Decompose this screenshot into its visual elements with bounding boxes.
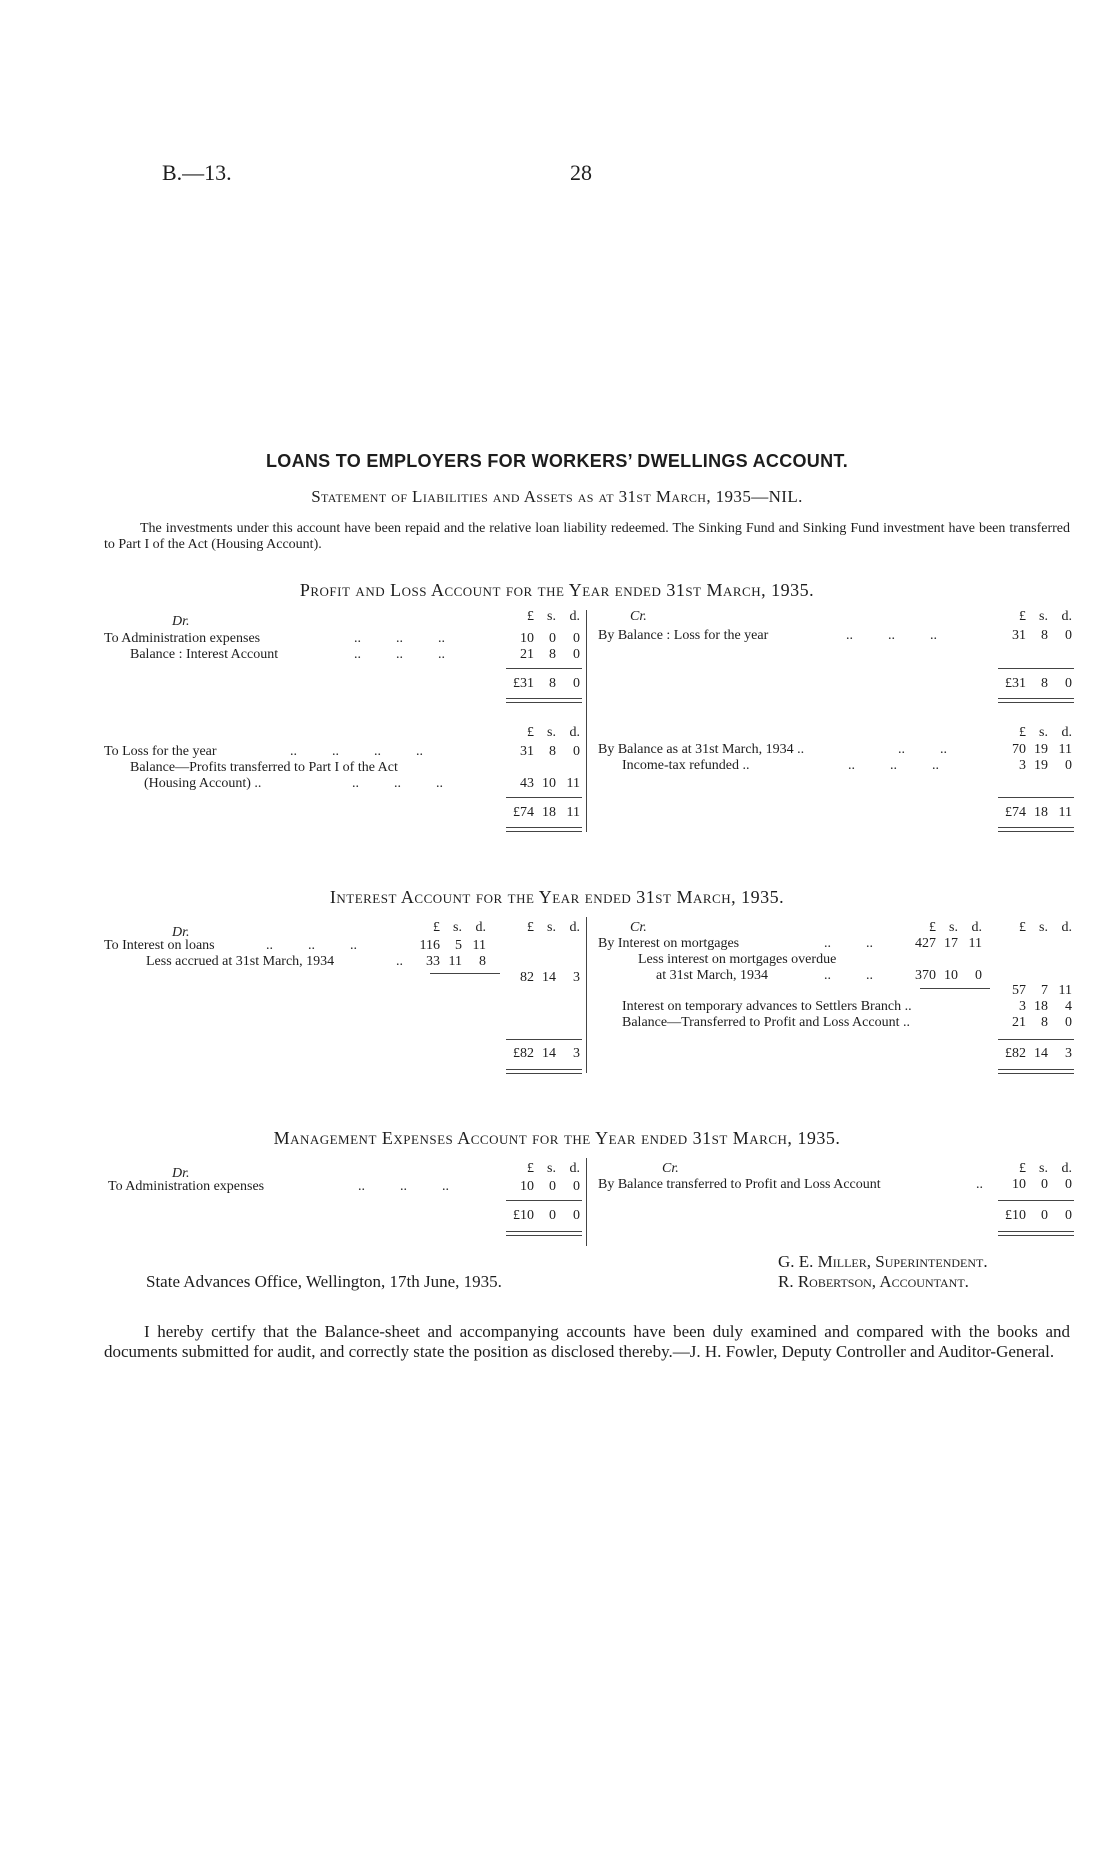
intro-paragraph: The investments under this account have been repaid and the relative loan liability redeemed. The Sinking Fund and Sinking Fund investment have been transferred to Part I of the Act (Housing Account).: [104, 521, 1070, 552]
total-pence: 0: [1065, 676, 1072, 691]
interest-cr-row: Interest on temporary advances to Settlers Branch ..: [622, 999, 912, 1014]
amount-shillings: 10: [542, 776, 556, 791]
rule: [998, 797, 1074, 798]
page-number: 28: [570, 160, 592, 185]
pl-dr-label: Dr.: [172, 614, 190, 629]
amount-shillings: 17: [944, 936, 958, 951]
pl-col-pound: £: [1019, 725, 1026, 740]
amount-shillings: 10: [944, 968, 958, 983]
pl-col-shilling: s.: [1039, 725, 1048, 740]
col-pound: £: [527, 920, 534, 935]
total-shillings: 8: [549, 676, 556, 691]
col-pound: £: [433, 920, 440, 935]
col-shilling: s.: [453, 920, 462, 935]
rule: [506, 1200, 582, 1201]
col-shilling: s.: [949, 920, 958, 935]
total-pounds: £74: [513, 805, 534, 820]
amount-shillings: 18: [1034, 999, 1048, 1014]
amount-shillings: 19: [1034, 758, 1048, 773]
mgmt-title: Management Expenses Account for the Year ended 31st March, 1935.: [273, 1128, 841, 1148]
total-pence: 3: [573, 1046, 580, 1061]
amount-pence: 0: [573, 647, 580, 662]
pl-col-shilling: s.: [1039, 609, 1048, 624]
amount-pounds: 10: [520, 631, 534, 646]
interest-dr-row: Less accrued at 31st March, 1934 ..: [146, 954, 403, 969]
col-shilling: s.: [547, 920, 556, 935]
col-pence: d.: [569, 1161, 580, 1176]
amount-pence: 3: [573, 970, 580, 985]
amount-pounds: 82: [520, 970, 534, 985]
pl-col-pence: d.: [1061, 609, 1072, 624]
total-pounds: £10: [1005, 1208, 1026, 1223]
col-pence: d.: [569, 920, 580, 935]
col-shilling: s.: [547, 1161, 556, 1176]
amount-shillings: 5: [455, 938, 462, 953]
pl-col-pence: d.: [569, 609, 580, 624]
pl-b-dr-row: Balance—Profits transferred to Part I of the Act: [130, 760, 398, 775]
pl-col-pound: £: [527, 609, 534, 624]
total-pence: 0: [573, 676, 580, 691]
double-rule: [998, 1231, 1074, 1236]
interest-cr-row: By Interest on mortgages .. ..: [598, 936, 873, 951]
pl-b-dr-row: (Housing Account) .. .. .. ..: [144, 776, 443, 791]
col-shilling: s.: [1039, 1161, 1048, 1176]
amount-shillings: 8: [1041, 628, 1048, 643]
amount-pence: 0: [975, 968, 982, 983]
pl-col-shilling: s.: [547, 609, 556, 624]
amount-shillings: 0: [549, 631, 556, 646]
amount-pence: 0: [573, 631, 580, 646]
amount-shillings: 0: [1041, 1177, 1048, 1192]
amount-pence: 4: [1065, 999, 1072, 1014]
col-pence: d.: [475, 920, 486, 935]
total-pence: 3: [1065, 1046, 1072, 1061]
amount-pence: 11: [566, 776, 580, 791]
mgmt-cr-row: By Balance transferred to Profit and Loss Account ..: [598, 1177, 983, 1192]
total-pence: 11: [1058, 805, 1072, 820]
double-rule: [506, 1231, 582, 1236]
total-shillings: 8: [1041, 676, 1048, 691]
total-shillings: 14: [1034, 1046, 1048, 1061]
interest-cr-row: Less interest on mortgages overdue: [638, 952, 837, 967]
rule: [998, 668, 1074, 669]
report-reference: B.—13.: [162, 160, 232, 185]
interest-cr-row: at 31st March, 1934 .. ..: [656, 968, 873, 983]
pl-col-pence: d.: [569, 725, 580, 740]
mgmt-dr-row: To Administration expenses .. .. ..: [108, 1179, 449, 1194]
total-shillings: 14: [542, 1046, 556, 1061]
pl-a-dr-row: Balance : Interest Account .. .. ..: [130, 647, 445, 662]
col-pence: d.: [971, 920, 982, 935]
interest-dr-row: To Interest on loans .. .. ..: [104, 938, 357, 953]
col-pound: £: [527, 1161, 534, 1176]
total-pounds: £74: [1005, 805, 1026, 820]
amount-shillings: 8: [549, 744, 556, 759]
account-title: LOANS TO EMPLOYERS FOR WORKERS’ DWELLINGS ACCOUNT.: [265, 451, 849, 471]
amount-pounds: 116: [419, 938, 440, 953]
amount-shillings: 11: [448, 954, 462, 969]
amount-pounds: 427: [915, 936, 936, 951]
amount-shillings: 0: [549, 1179, 556, 1194]
col-shilling: s.: [1039, 920, 1048, 935]
amount-pounds: 31: [1012, 628, 1026, 643]
amount-pounds: 57: [1012, 983, 1026, 998]
amount-shillings: 8: [1041, 1015, 1048, 1030]
total-pounds: £82: [513, 1046, 534, 1061]
pl-divider: [586, 610, 587, 832]
amount-pounds: 70: [1012, 742, 1026, 757]
interest-divider: [586, 917, 587, 1073]
total-pounds: £82: [1005, 1046, 1026, 1061]
col-pence: d.: [1061, 920, 1072, 935]
total-shillings: 0: [1041, 1208, 1048, 1223]
pl-a-dr-row: To Administration expenses .. .. ..: [104, 631, 445, 646]
total-pounds: £10: [513, 1208, 534, 1223]
pl-title: Profit and Loss Account for the Year ended 31st March, 1935.: [299, 580, 815, 600]
total-shillings: 18: [542, 805, 556, 820]
audit-certificate: I hereby certify that the Balance-sheet and accompanying accounts have been duly examined and compared with the books and documents submitted for audit, and correctly state the position as disclosed thereby.—J. H. Fowler, Deputy Controller and Auditor-General.: [104, 1322, 1070, 1361]
signatory-superintendent: G. E. Miller, Superintendent.: [778, 1252, 988, 1271]
amount-pence: 0: [1065, 628, 1072, 643]
amount-pence: 11: [968, 936, 982, 951]
statement-subtitle: Statement of Liabilities and Assets as at 31st March, 1935—NIL.: [311, 487, 803, 506]
pl-col-pound: £: [527, 725, 534, 740]
total-pence: 0: [573, 1208, 580, 1223]
amount-shillings: 7: [1041, 983, 1048, 998]
amount-pence: 0: [1065, 1177, 1072, 1192]
total-pounds: £31: [1005, 676, 1026, 691]
col-pound: £: [1019, 1161, 1026, 1176]
interest-dr-label: Dr.: [172, 925, 190, 940]
col-pence: d.: [1061, 1161, 1072, 1176]
amount-pence: 8: [479, 954, 486, 969]
double-rule: [506, 1069, 582, 1074]
rule: [506, 1039, 582, 1040]
amount-pounds: 21: [1012, 1015, 1026, 1030]
amount-pence: 11: [1058, 983, 1072, 998]
amount-pounds: 21: [520, 647, 534, 662]
double-rule: [998, 827, 1074, 832]
rule: [998, 1039, 1074, 1040]
amount-pounds: 3: [1019, 758, 1026, 773]
total-shillings: 18: [1034, 805, 1048, 820]
amount-shillings: 19: [1034, 742, 1048, 757]
amount-pence: 0: [1065, 758, 1072, 773]
amount-pounds: 43: [520, 776, 534, 791]
mgmt-cr-label: Cr.: [662, 1161, 679, 1176]
interest-title: Interest Account for the Year ended 31st March, 1935.: [329, 887, 785, 907]
total-pounds: £31: [513, 676, 534, 691]
amount-pounds: 370: [915, 968, 936, 983]
amount-pounds: 10: [1012, 1177, 1026, 1192]
double-rule: [998, 698, 1074, 703]
amount-pounds: 3: [1019, 999, 1026, 1014]
amount-shillings: 14: [542, 970, 556, 985]
rule: [998, 1200, 1074, 1201]
pl-b-dr-row: To Loss for the year .. .. .. ..: [104, 744, 423, 759]
mgmt-dr-label: Dr.: [172, 1166, 190, 1181]
total-pence: 11: [566, 805, 580, 820]
double-rule: [998, 1069, 1074, 1074]
pl-col-shilling: s.: [547, 725, 556, 740]
pl-cr-label: Cr.: [630, 609, 647, 624]
total-pence: 0: [1065, 1208, 1072, 1223]
interest-cr-row: Balance—Transferred to Profit and Loss Account ..: [622, 1015, 910, 1030]
rule: [920, 988, 990, 989]
col-pound: £: [929, 920, 936, 935]
pl-b-cr-row: By Balance as at 31st March, 1934 .. .. ..: [598, 742, 947, 757]
amount-pounds: 31: [520, 744, 534, 759]
rule: [506, 797, 582, 798]
amount-pence: 11: [1058, 742, 1072, 757]
pl-col-pound: £: [1019, 609, 1026, 624]
amount-pence: 11: [472, 938, 486, 953]
pl-b-cr-row: Income-tax refunded .. .. .. ..: [622, 758, 939, 773]
interest-cr-label: Cr.: [630, 920, 647, 935]
double-rule: [506, 827, 582, 832]
office-line: State Advances Office, Wellington, 17th June, 1935.: [146, 1272, 502, 1291]
pl-a-cr-row: By Balance : Loss for the year .. .. ..: [598, 628, 937, 643]
rule: [506, 668, 582, 669]
amount-pounds: 33: [426, 954, 440, 969]
double-rule: [506, 698, 582, 703]
amount-pounds: 10: [520, 1179, 534, 1194]
col-pound: £: [1019, 920, 1026, 935]
signatory-accountant: R. Robertson, Accountant.: [778, 1272, 969, 1291]
amount-pence: 0: [1065, 1015, 1072, 1030]
total-shillings: 0: [549, 1208, 556, 1223]
rule: [430, 973, 500, 974]
mgmt-divider: [586, 1158, 587, 1246]
amount-pence: 0: [573, 744, 580, 759]
amount-shillings: 8: [549, 647, 556, 662]
pl-col-pence: d.: [1061, 725, 1072, 740]
amount-pence: 0: [573, 1179, 580, 1194]
